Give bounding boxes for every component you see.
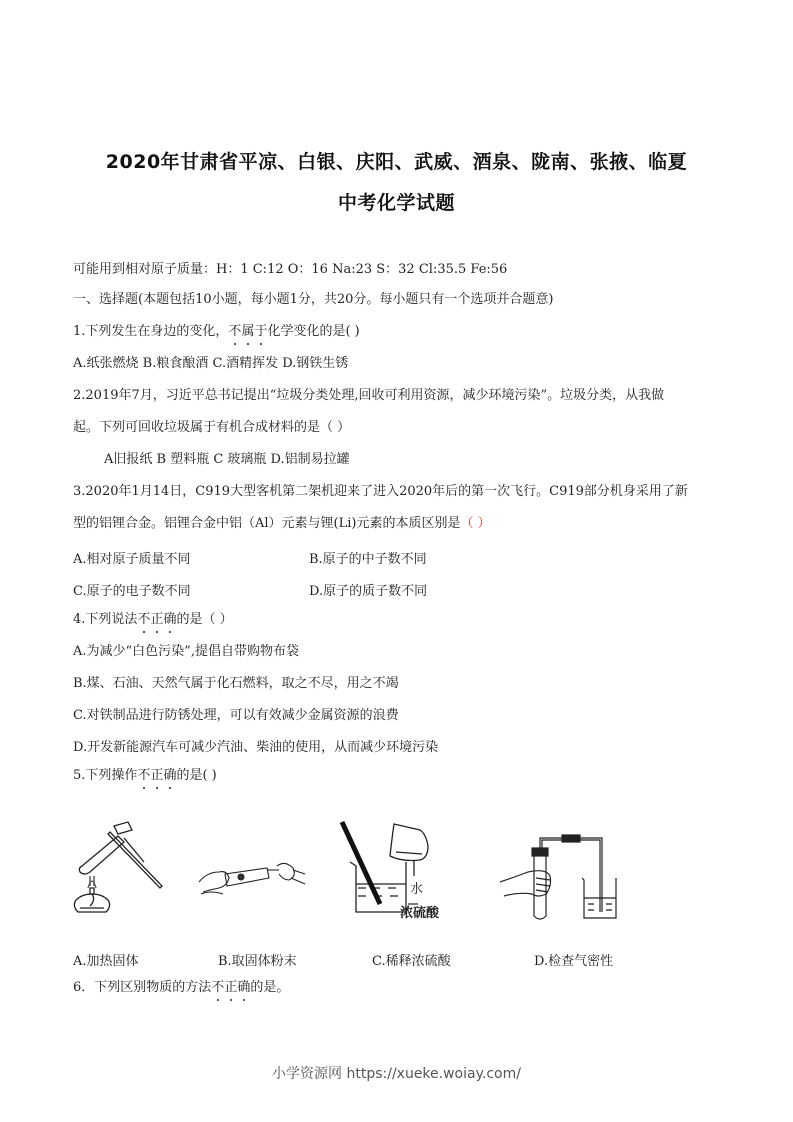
question-text: 的是（ ） [176,612,233,627]
question-text: 下列区别物质的方法 [94,980,212,995]
question-3-option-c: C.原子的电子数不同 [73,584,191,599]
question-1-stem [73,324,360,340]
emphasis-char: 确 [163,612,177,627]
emphasis-char: 不 [211,980,225,995]
question-5-stem [73,768,217,784]
emphasis-char: 正 [224,980,238,995]
question-number: 3. [73,484,86,499]
question-3-option-b: B.原子的中子数不同 [309,552,427,567]
emphasis-char: 不 [137,612,151,627]
question-4-option-d: D.开发新能源汽车可减少汽油、柴油的使用，从而减少环境污染 [73,740,439,755]
question-3-option-d: D.原子的质子数不同 [309,584,428,599]
emphasis-char: 不 [228,324,242,339]
question-5-option-b: B.取固体粉末 [218,954,297,969]
question-number: 6． [73,980,95,995]
question-3-stem-line1 [73,484,688,500]
question-1-options: A.纸张燃烧 B.粮食酿酒 C.酒精挥发 D.钢铁生锈 [73,356,349,371]
question-text: 的是( ) [176,768,217,783]
question-6-stem [73,980,289,996]
footer-watermark: 小学资源网 https://xueke.woiay.com/ [272,1066,521,1082]
question-4-option-b: B.煤、石油、天然气属于化石燃料，取之不尽，用之不竭 [73,676,399,691]
question-number: 2. [73,388,86,403]
paper-trough-hands-icon [197,860,307,900]
question-2-options: A旧报纸 B 塑料瓶 C 玻璃瓶 D.铝制易拉罐 [104,452,350,467]
question-5-option-d: D.检查气密性 [534,954,614,969]
emphasis-char: 正 [150,768,164,783]
question-3-option-a: A.相对原子质量不同 [73,552,191,567]
question-text: 型的铝锂合金。铝锂合金中铝（Al）元素与锂(Li)元素的本质区别是 [73,516,461,531]
question-number: 1. [73,324,86,339]
answer-paren: （ ） [460,516,491,531]
question-text: 2020年1月14日，C919大型客机第二架机迎来了进入2020年后的第一次飞行。C919部分机身采用了新 [85,484,688,499]
label-conc-acid: 浓硫酸 [400,906,440,921]
test-tube-burner-icon [68,818,173,918]
question-text: 2019年7月，习近平总书记提出“垃圾分类处理,回收可利用资源，减少环境污染”。垃圾分类，从我做 [85,388,665,403]
emphasis-char: 正 [150,612,164,627]
question-number: 5. [73,768,86,783]
document-title-line2: 中考化学试题 [337,192,455,214]
question-text: 的是。 [250,980,290,995]
question-text: 化学变化的是( ) [267,324,360,339]
figure-heating-solid [68,818,173,918]
document-title-line1: 2020年甘肃省平凉、白银、庆阳、武威、酒泉、陇南、张掖、临夏 [105,151,688,173]
question-number: 4. [73,612,86,627]
question-5-option-c: C.稀释浓硫酸 [372,954,451,969]
question-4-option-c: C.对铁制品进行防锈处理，可以有效减少金属资源的浪费 [73,708,399,723]
question-text: 下列发生在身边的变化， [85,324,229,339]
test-tube-hand-beaker-icon [498,832,618,922]
emphasis-char: 属 [241,324,255,339]
emphasis-char: 确 [237,980,251,995]
section-heading: 一、选择题(本题包括10小题，每小题1分，共20分。每小题只有一个选项并合题意) [73,292,554,307]
question-text: 下列说法 [85,612,138,627]
emphasis-char: 不 [137,768,151,783]
question-text: 下列操作 [85,768,138,783]
atomic-masses: 可能用到相对原子质量：H：1 C:12 O：16 Na:23 S：32 Cl:35.5 Fe:56 [73,262,508,277]
emphasis-char: 于 [254,324,268,339]
figure-airtightness [498,832,618,922]
question-5-option-a: A.加热固体 [73,954,139,969]
question-2-stem-line1 [73,388,664,404]
question-2-stem-line2: 起。下列可回收垃圾属于有机合成材料的是（ ） [73,420,351,435]
figure-taking-powder [197,860,307,900]
emphasis-char: 确 [163,768,177,783]
question-4-stem [73,612,233,628]
question-4-option-a: A.为减少“白色污染”,提倡自带购物布袋 [73,644,299,659]
label-water: 水 [410,882,424,897]
question-3-stem-line2 [73,516,491,532]
